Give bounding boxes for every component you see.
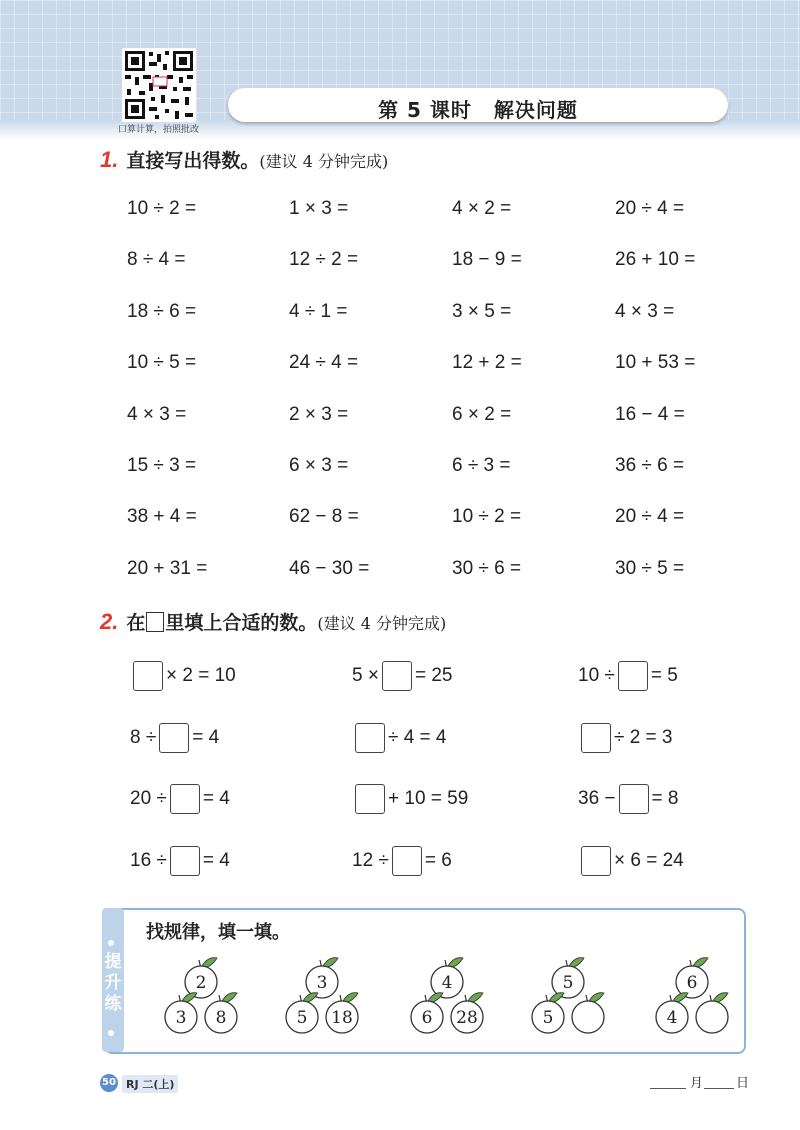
apple-number: 3 [175, 1008, 187, 1028]
calc-item[interactable]: 6 × 2 = [452, 403, 512, 425]
apple-top [185, 958, 217, 998]
calc-item[interactable]: 20 ÷ 4 = [615, 198, 685, 219]
day-label: 日 [736, 1076, 750, 1091]
calc-item[interactable]: 16 − 4 = [615, 403, 685, 425]
apple-top [552, 958, 584, 998]
month-label: 月 [690, 1076, 704, 1091]
calc-item[interactable]: 6 ÷ 3 = [452, 455, 511, 476]
equation-before: 36 − [578, 788, 616, 809]
equation-after: = 6 [424, 849, 452, 871]
apple-left [656, 993, 688, 1033]
apple-left [532, 993, 564, 1033]
tab-char: 提 [104, 952, 122, 972]
calc-item[interactable]: 2 × 3 = [289, 403, 349, 425]
calc-item[interactable]: 1 × 3 = [289, 198, 349, 219]
equation-after: ÷ 4 = 4 [388, 726, 447, 748]
lesson-number: 第 5 课时 [378, 98, 472, 122]
calc-item[interactable]: 18 ÷ 6 = [127, 300, 197, 322]
question-1-prompt: 直接写出得数。 [126, 150, 260, 172]
question-2-prompt-before: 在 [126, 612, 146, 634]
equation-after: × 6 = 24 [614, 849, 684, 871]
apple-right [451, 993, 483, 1033]
calc-item[interactable]: 36 ÷ 6 = [615, 455, 685, 476]
apple-number: 2 [195, 973, 207, 993]
calc-item[interactable]: 6 × 3 = [289, 455, 349, 476]
apple-left [165, 993, 197, 1033]
practice-title: 找规律，填一填。 [146, 922, 290, 943]
page-number: 50 [100, 1074, 118, 1092]
question-1-hint: (建议 4 分钟完成) [259, 152, 389, 171]
apple-right-blank [696, 993, 728, 1033]
equation-after: = 5 [650, 665, 678, 686]
calc-item[interactable]: 30 ÷ 6 = [452, 557, 522, 579]
question-2-hint: (建议 4 分钟完成) [317, 614, 447, 633]
apple-number: 28 [456, 1008, 478, 1028]
calc-item[interactable]: 15 ÷ 3 = [127, 455, 197, 476]
apple-number: 3 [316, 973, 328, 993]
qr-caption: 口算计算，拍照批改 [118, 125, 200, 135]
calc-item[interactable]: 38 + 4 = [127, 506, 197, 528]
equation-before: 20 ÷ [130, 788, 167, 809]
calc-item[interactable]: 3 × 5 = [452, 300, 512, 322]
calc-item[interactable]: 62 − 8 = [289, 506, 359, 528]
book-label: RJ 二(上) [122, 1075, 178, 1093]
equation-after: × 2 = 10 [166, 665, 236, 686]
day-blank[interactable] [704, 1088, 734, 1089]
equation-after: = 4 [192, 726, 220, 748]
equation-before: 8 ÷ [130, 726, 157, 748]
calc-item[interactable]: 12 ÷ 2 = [289, 249, 359, 271]
apple-outline [572, 1001, 604, 1033]
question-2-prompt-after: 里填上合适的数。 [165, 612, 318, 634]
equation-before: 16 ÷ [130, 849, 167, 871]
equation-after: = 4 [202, 788, 230, 809]
calc-item[interactable]: 26 + 10 = [615, 249, 696, 271]
apple-right [205, 993, 237, 1033]
tab-char: 练 [104, 994, 122, 1014]
apple-right-blank [572, 993, 604, 1033]
lesson-topic: 解决问题 [493, 98, 578, 122]
calc-item[interactable]: 4 ÷ 1 = [289, 300, 348, 322]
calc-item[interactable]: 46 − 30 = [289, 557, 370, 579]
apple-number: 8 [215, 1008, 227, 1028]
apple-left [286, 993, 318, 1033]
equation-before: 5 × [352, 665, 379, 686]
equation-after: = 25 [414, 665, 453, 686]
calc-item[interactable]: 20 + 31 = [127, 557, 208, 579]
calc-item[interactable]: 4 × 3 = [127, 403, 187, 425]
calc-item[interactable]: 18 − 9 = [452, 249, 522, 271]
equation-after: ÷ 2 = 3 [614, 726, 673, 748]
calc-item[interactable]: 10 + 53 = [615, 352, 696, 374]
apple-right [326, 993, 358, 1033]
tab-char: 升 [104, 973, 122, 993]
calc-item[interactable]: 24 ÷ 4 = [289, 352, 359, 374]
apple-top [431, 958, 463, 998]
apple-number: 5 [296, 1008, 308, 1028]
calc-item[interactable]: 30 ÷ 5 = [615, 557, 685, 579]
question-2-number: 2. [100, 609, 119, 634]
calc-item[interactable]: 8 ÷ 4 = [127, 249, 186, 271]
equation-before: 12 ÷ [352, 849, 389, 871]
apple-number: 4 [666, 1008, 678, 1028]
equation-before: 10 ÷ [578, 665, 615, 686]
calc-item[interactable]: 12 + 2 = [452, 352, 522, 374]
calc-item[interactable]: 10 ÷ 5 = [127, 352, 197, 374]
apple-number: 5 [542, 1008, 554, 1028]
month-blank[interactable] [650, 1088, 686, 1089]
question-1-number: 1. [100, 147, 119, 172]
apple-outline [696, 1001, 728, 1033]
calc-item[interactable]: 10 ÷ 2 = [127, 198, 197, 219]
apple-number: 6 [421, 1008, 433, 1028]
calc-item[interactable]: 4 × 2 = [452, 198, 512, 219]
apple-number: 6 [686, 973, 698, 993]
equation-after: + 10 = 59 [388, 788, 469, 809]
equation-after: = 4 [202, 849, 230, 871]
calc-item[interactable]: 20 ÷ 4 = [615, 506, 685, 528]
apple-number: 4 [441, 973, 453, 993]
equation-after: = 8 [651, 788, 679, 809]
apple-top [306, 958, 338, 998]
apple-number: 5 [562, 973, 574, 993]
calc-item[interactable]: 4 × 3 = [615, 300, 675, 322]
apple-left [411, 993, 443, 1033]
calc-item[interactable]: 10 ÷ 2 = [452, 506, 522, 528]
apple-number: 18 [331, 1008, 353, 1028]
apple-top [676, 958, 708, 998]
